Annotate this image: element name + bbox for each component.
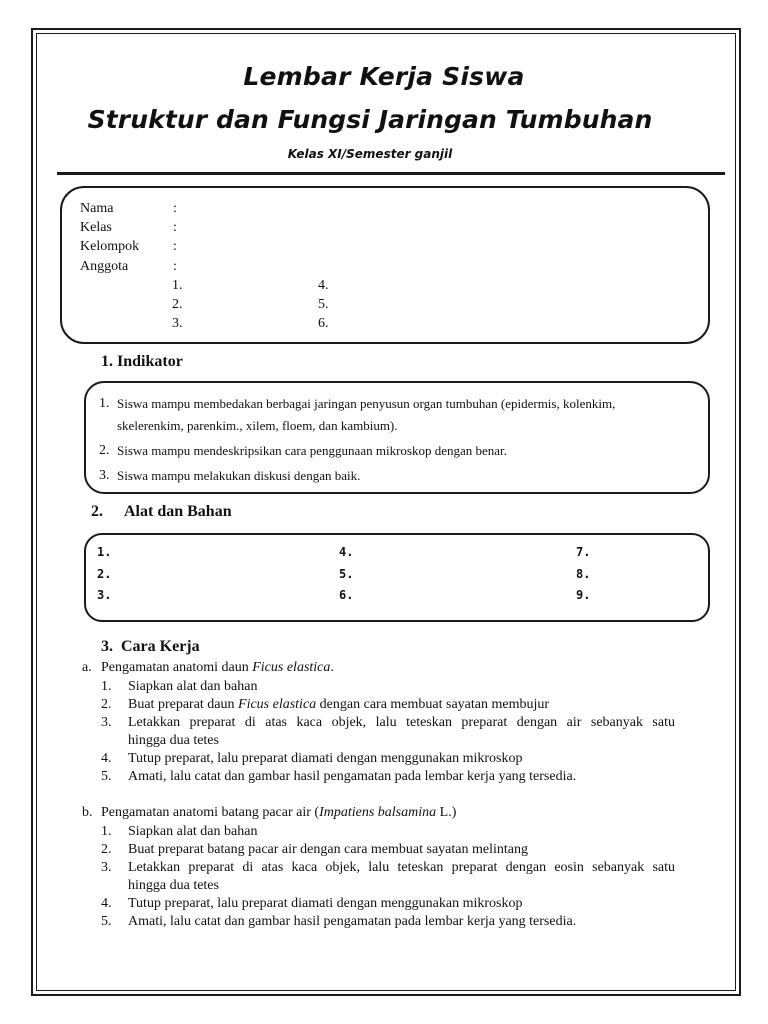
indikator-item-number: 3. <box>99 468 110 483</box>
identity-box <box>60 186 710 344</box>
page-subject-title: Struktur dan Fungsi Jaringan Tumbuhan <box>87 105 653 134</box>
field-colon: : <box>173 259 177 274</box>
procedure-b-title: Pengamatan anatomi batang pacar air (Impatiens balsamina L.) <box>101 805 457 820</box>
indikator-heading: 1. Indikator <box>101 353 183 370</box>
step-text: Tutup preparat, lalu preparat diamati dengan menggunakan mikroskop <box>128 751 523 766</box>
step-number: 3. <box>101 715 112 730</box>
member-number: 5. <box>318 297 329 312</box>
field-label-nama: Nama <box>80 201 114 216</box>
alat-item-number: 5. <box>339 567 354 581</box>
step-number: 1. <box>101 824 112 839</box>
procedure-a-title: Pengamatan anatomi daun Ficus elastica. <box>101 660 334 675</box>
field-colon: : <box>173 220 177 235</box>
alat-item-number: 7. <box>576 545 591 559</box>
alat-item-number: 4. <box>339 545 354 559</box>
step-number: 2. <box>101 697 112 712</box>
step-number: 2. <box>101 842 112 857</box>
alat-heading-number: 2. <box>91 503 103 520</box>
member-number: 1. <box>172 278 183 293</box>
step-text: Amati, lalu catat dan gambar hasil pengamatan pada lembar kerja yang tersedia. <box>128 769 577 784</box>
field-colon: : <box>173 201 177 216</box>
alat-item-number: 3. <box>97 588 112 602</box>
step-number: 3. <box>101 860 112 875</box>
step-text: hingga dua tetes <box>128 733 219 748</box>
step-text: Tutup preparat, lalu preparat diamati dengan menggunakan mikroskop <box>128 896 523 911</box>
indikator-item-number: 1. <box>99 396 110 411</box>
header-divider <box>57 172 725 175</box>
cara-kerja-heading: 3. Cara Kerja <box>101 638 200 655</box>
step-text: hingga dua tetes <box>128 878 219 893</box>
procedure-a-label: a. <box>82 660 92 675</box>
alat-heading: Alat dan Bahan <box>124 503 232 520</box>
step-text: Letakkan preparat di atas kaca objek, lalu teteskan preparat dengan eosin sebanyak satu <box>128 860 675 875</box>
alat-item-number: 6. <box>339 588 354 602</box>
step-text: Amati, lalu catat dan gambar hasil pengamatan pada lembar kerja yang tersedia. <box>128 914 577 929</box>
step-number: 5. <box>101 769 112 784</box>
indikator-item-text: Siswa mampu mendeskripsikan cara penggunaan mikroskop dengan benar. <box>117 443 507 458</box>
indikator-item-text: skelerenkim, parenkim., xilem, floem, dan kambium). <box>117 418 398 433</box>
class-semester-label: Kelas XI/Semester ganjil <box>287 147 453 161</box>
member-number: 3. <box>172 316 183 331</box>
member-number: 6. <box>318 316 329 331</box>
step-text: Siapkan alat dan bahan <box>128 824 258 839</box>
alat-item-number: 1. <box>97 545 112 559</box>
indikator-item-text: Siswa mampu membedakan berbagai jaringan penyusun organ tumbuhan (epidermis, kolenkim, <box>117 396 616 411</box>
step-text: Buat preparat batang pacar air dengan cara membuat sayatan melintang <box>128 842 528 857</box>
member-number: 4. <box>318 278 329 293</box>
indikator-item-text: Siswa mampu melakukan diskusi dengan baik. <box>117 468 361 483</box>
field-colon: : <box>173 239 177 254</box>
field-label-kelas: Kelas <box>80 220 112 235</box>
step-text: Buat preparat daun Ficus elastica dengan cara membuat sayatan membujur <box>128 697 550 712</box>
step-number: 4. <box>101 896 112 911</box>
page-title: Lembar Kerja Siswa <box>243 62 525 91</box>
step-number: 1. <box>101 679 112 694</box>
field-label-kelompok: Kelompok <box>80 239 140 254</box>
alat-item-number: 9. <box>576 588 591 602</box>
step-text: Letakkan preparat di atas kaca objek, lalu teteskan preparat dengan air sebanyak satu <box>128 715 675 730</box>
member-number: 2. <box>172 297 183 312</box>
indikator-item-number: 2. <box>99 443 110 458</box>
step-number: 4. <box>101 751 112 766</box>
step-text: Siapkan alat dan bahan <box>128 679 258 694</box>
procedure-b-label: b. <box>82 805 93 820</box>
alat-item-number: 2. <box>97 567 112 581</box>
step-number: 5. <box>101 914 112 929</box>
alat-box <box>84 533 710 622</box>
alat-item-number: 8. <box>576 567 591 581</box>
field-label-anggota: Anggota <box>80 259 129 274</box>
